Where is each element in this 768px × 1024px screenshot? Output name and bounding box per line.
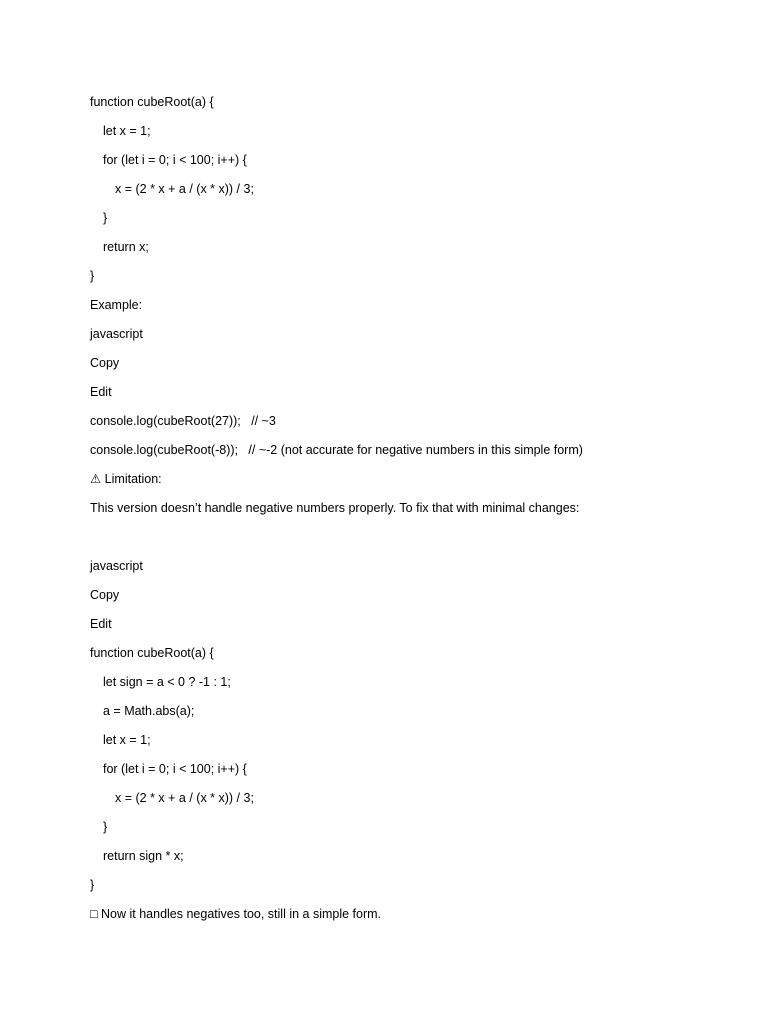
code-line-sign: let sign = a < 0 ? -1 : 1; (103, 675, 231, 689)
limitation-text: This version doesn’t handle negative numbers properly. To fix that with minimal changes: (90, 501, 580, 515)
code-line-let-x: let x = 1; (103, 124, 151, 138)
code-line-console-log-2: console.log(cubeRoot(-8)); // ~-2 (not accurate for negative numbers in this simple form) (90, 443, 583, 457)
code-line-let-x: let x = 1; (103, 733, 151, 747)
code-line-return: return sign * x; (103, 849, 184, 863)
code-line-close-function: } (90, 878, 95, 892)
code-line-function-header: function cubeRoot(a) { (90, 95, 214, 109)
code-line-abs: a = Math.abs(a); (103, 704, 195, 718)
edit-label: Edit (90, 385, 112, 399)
code-line-function-header: function cubeRoot(a) { (90, 646, 214, 660)
copy-label: Copy (90, 588, 120, 602)
code-line-assign: x = (2 * x + a / (x * x)) / 3; (115, 791, 254, 805)
code-line-close-for: } (103, 820, 108, 834)
code-language-label: javascript (90, 559, 143, 573)
example-heading: Example: (90, 298, 143, 312)
document-body (90, 91, 730, 932)
copy-label: Copy (90, 356, 120, 370)
code-line-for-loop: for (let i = 0; i < 100; i++) { (103, 762, 247, 776)
code-line-return: return x; (103, 240, 149, 254)
code-line-for-loop: for (let i = 0; i < 100; i++) { (103, 153, 247, 167)
blank-line (90, 526, 730, 555)
code-line-assign: x = (2 * x + a / (x * x)) / 3; (115, 182, 254, 196)
limitation-heading: ⚠ Limitation: (90, 472, 162, 486)
code-line-close-function: } (90, 269, 95, 283)
code-language-label: javascript (90, 327, 143, 341)
closing-note: □ Now it handles negatives too, still in a simple form. (90, 907, 382, 921)
code-line-close-for: } (103, 211, 108, 225)
edit-label: Edit (90, 617, 112, 631)
code-line-console-log-1: console.log(cubeRoot(27)); // ~3 (90, 414, 276, 428)
